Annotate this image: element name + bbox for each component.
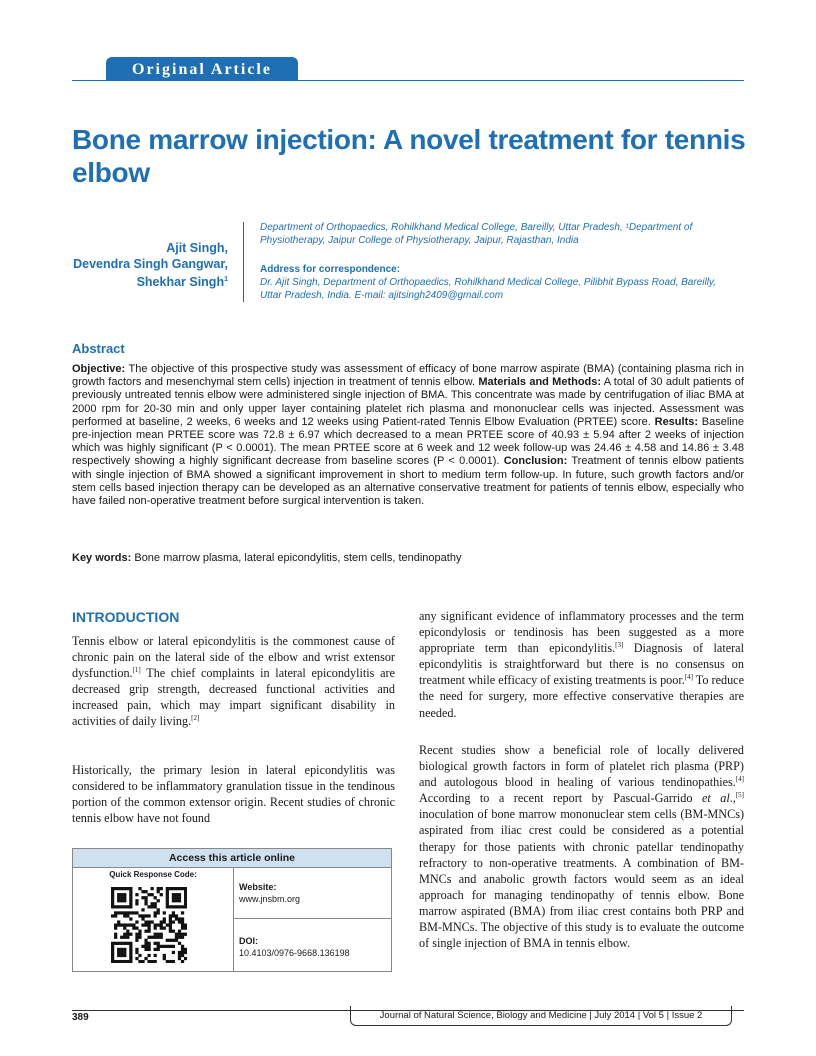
doi-label: DOI: [239, 936, 258, 946]
affiliation-divider [243, 222, 244, 302]
qr-code-icon[interactable] [111, 887, 187, 963]
doi-link[interactable]: 10.4103/0976-9668.136198 [239, 948, 350, 958]
text-run: According to a recent report by Pascual-Garrido [419, 791, 702, 806]
keywords-label: Key words: [72, 552, 132, 564]
correspondence-label: Address for correspondence: [260, 264, 401, 275]
author-name: Shekhar Singh [136, 275, 225, 290]
intro-paragraph [419, 608, 744, 721]
author-name: Ajit Singh, [166, 241, 228, 255]
website-label: Website: [239, 882, 277, 892]
website-link[interactable]: www.jnsbm.org [239, 894, 301, 904]
intro-paragraph [72, 633, 395, 730]
affiliation: Department of Orthopaedics, Rohilkhand Medical College, Bareilly, Uttar Pradesh, ¹Department of Physiotherapy, Jaipur College of Physiotherapy, Jaipur, Rajasthan, India [260, 222, 693, 246]
text-run: ., [729, 791, 736, 806]
citation-ref: [1] [132, 666, 141, 675]
introduction-heading: INTRODUCTION [72, 609, 180, 625]
qr-code-label: Quick Response Code: [109, 870, 197, 879]
text-run: any significant evidence of inflammatory processes and the term epicondylosis or tendinosis has been suggested as a more appropriate term than epicondylitis. [419, 609, 744, 656]
abstract-heading: Abstract [72, 341, 125, 356]
author-affiliation-mark: 1 [224, 276, 228, 283]
page-number: 389 [72, 1012, 89, 1023]
abstract-conclusion-label: Conclusion: [503, 455, 568, 468]
access-article-box [72, 848, 392, 972]
keywords [72, 552, 744, 564]
text-run: Historically, the primary lesion in lateral epicondylitis was considered to be inflammatory granulation tissue in the tendinous portion of the common extensor origin. Recent studies of chronic tennis elbow have not found [72, 763, 395, 826]
abstract-results: Baseline pre-injection mean PRTEE score was 72.8 ± 6.97 which decreased to a mean PRTEE score of 40.93 ± 5.94 after 2 weeks of injection which was highly significant (P < 0.0001). The mean PRTEE score at 6 week and 12 week follow-up was 24.46 ± 4.58 and 14.86 ± 3.48 respectively showing a highly significant decrease from baseline scores (P < 0.0001). [72, 415, 744, 468]
citation-ref: [2] [191, 714, 200, 723]
text-run: Recent studies show a beneficial role of locally delivered biological growth factors in form of platelet rich plasma (PRP) and autologous blood in healing of various tendinopathies. [419, 743, 744, 790]
article-title: Bone marrow injection: A novel treatment for tennis elbow [72, 124, 746, 188]
keywords-text: Bone marrow plasma, lateral epicondylitis, stem cells, tendinopathy [131, 552, 462, 564]
abstract-conclusion: Treatment of tennis elbow patients with single injection of BMA showed a significant improvement in short to medium term follow-up. In future, such growth factors and/or stem cells based injection therapy can be developed as an alternative conservative treatment for patients of tennis elbow, especially who have failed non-operative treatment before surgical intervention is taken. [72, 455, 744, 508]
text-run: The chief complaints in lateral epicondylitis are decreased grip strength, decreased functional activities and increased pain, which may impart significant disability in activities of daily living. [72, 666, 395, 729]
text-run: To reduce the need for surgery, more effective conservative therapies are needed. [419, 673, 745, 720]
abstract-objective: The objective of this prospective study was assessment of efficacy of bone marrow aspirate (BMA) (containing plasma rich in growth factors and mesenchymal stem cells) injection in treatment of tennis elbow. [72, 363, 744, 389]
text-run: Diagnosis of lateral epicondylitis is straightforward but there is no consensus on treatment while efficacy of existing treatments is poor. [419, 641, 744, 688]
journal-citation: Journal of Natural Science, Biology and Medicine | July 2014 | Vol 5 | Issue 2 [350, 1006, 732, 1026]
abstract-methods: A total of 30 adult patients of previously untreated tennis elbow were administered single injection of BMA. This concentrate was made by centrifugation of iliac BMA at 2000 rpm for 20-30 min and only upper layer containing platelet rich plasma and mononuclear cells was injected. Assessment was performed at baseline, 2 weeks, 6 weeks and 12 weeks using Patient-rated Tennis Elbow Evaluation (PRTEE) score. [72, 376, 744, 428]
author-name: Devendra Singh Gangwar, [73, 257, 228, 271]
access-box-title: Access this article online [73, 849, 391, 868]
text-run: Tennis elbow or lateral epicondylitis is the commonest cause of chronic pain on the lateral side of the elbow and wrist extensor dysfunction. [72, 634, 395, 681]
intro-paragraph [419, 742, 744, 951]
abstract-body [72, 363, 744, 508]
box-divider [233, 868, 234, 972]
correspondence-address: Dr. Ajit Singh, Department of Orthopaedics, Rohilkhand Medical College, Pilibhit Bypass Road, Bareilly, Uttar Pradesh, India. E-mail: ajitsingh2409@gmail.com [260, 277, 716, 301]
text-run: inoculation of bone marrow mononuclear stem cells (BM-MNCs) aspirated from iliac crest could be considered as a potential therapy for those patients with chronic patellar tendinopathy refractory to non-operative treatments. A combination of BM-MNCs and anabolic growth factors would seem as an ideal approach for managing tendinopathy of tennis elbow. Bone marrow aspirated (BMA) from iliac crest contains both PRP and BM-MNCs. The objective of this study is to evaluate the outcome of single injection of BMA in tennis elbow. [419, 807, 744, 951]
italic-text: et al [701, 791, 730, 806]
abstract-results-label: Results: [654, 415, 699, 428]
abstract-methods-label: Materials and Methods: [478, 376, 602, 389]
intro-paragraph [72, 762, 395, 826]
citation-ref: [4] [684, 673, 693, 682]
citation-ref: [3] [615, 641, 624, 650]
article-type-tab: Original Article [106, 57, 298, 81]
author-list [60, 240, 228, 290]
citation-ref: [4] [735, 775, 744, 784]
box-divider [233, 918, 391, 919]
citation-ref: [5] [735, 791, 744, 800]
abstract-objective-label: Objective: [72, 363, 126, 375]
